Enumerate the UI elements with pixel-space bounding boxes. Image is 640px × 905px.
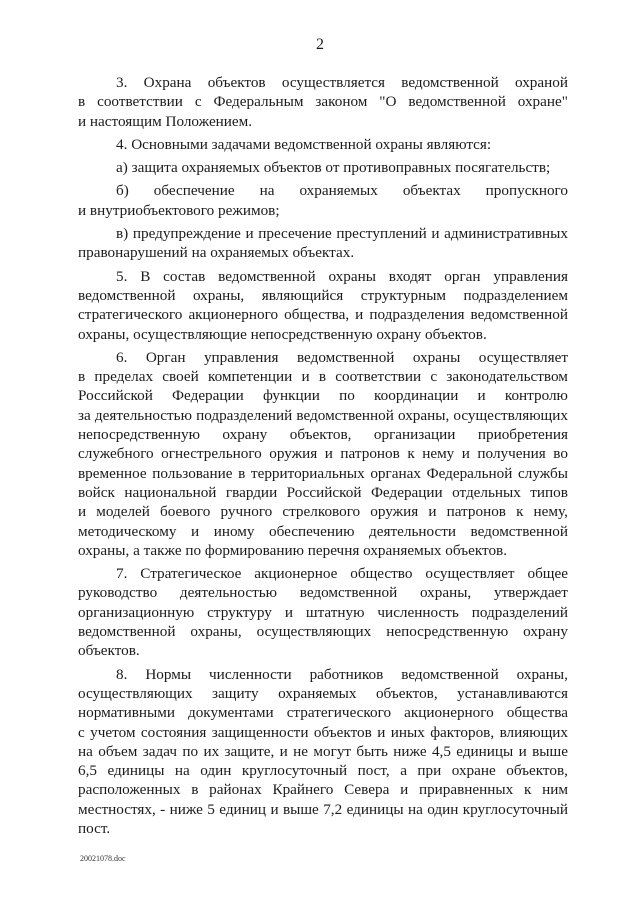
text-line: временное пользование в территориальных органах Федеральной службы: [78, 464, 568, 482]
text-line: и внутриобъектового режимов;: [78, 201, 280, 219]
text-line: объектов.: [78, 642, 140, 660]
paragraph-p3: [78, 73, 568, 131]
text-line: в соответствии с Федеральным законом "О ведомственной охране": [78, 93, 568, 111]
text-line: организационную структуру и штатную численность подразделений: [78, 603, 568, 621]
text-line: Российской Федерации функции по координации и контролю: [78, 387, 568, 405]
text-line: за деятельностью подразделений ведомственной охраны, осуществляющих: [78, 406, 568, 424]
paragraph-p5: [78, 267, 568, 344]
text-line: охраны, осуществляющие непосредственную охрану объектов.: [78, 325, 487, 343]
text-line: и настоящим Положением.: [78, 112, 253, 130]
text-line: 4. Основными задачами ведомственной охраны являются:: [116, 135, 492, 153]
page-number: 2: [316, 36, 324, 53]
paragraph-p4: [78, 135, 568, 154]
document-body: [78, 73, 568, 838]
paragraph-p4a: [78, 158, 568, 177]
text-line: местностях, - ниже 5 единиц и выше 7,2 единицы на один круглосуточный: [78, 800, 568, 818]
text-line: войск национальной гвардии Российской Федерации отдельных типов: [78, 483, 568, 501]
paragraph-p4c: [78, 224, 568, 263]
text-line: в) предупреждение и пресечение преступлений и административных: [116, 225, 568, 243]
text-line: 6. Орган управления ведомственной охраны осуществляет: [116, 348, 568, 366]
text-line: правонарушений на охраняемых объектах.: [78, 244, 355, 262]
text-line: 3. Охрана объектов осуществляется ведомственной охраной: [116, 74, 568, 91]
text-line: 5. В состав ведомственной охраны входят орган управления: [116, 267, 568, 285]
text-line: ведомственной охраны, осуществляющих непосредственную охрану: [78, 623, 568, 641]
text-line: пост.: [78, 819, 111, 837]
text-line: на объем задач по их защите, и не могут быть ниже 4,5 единицы и выше: [78, 742, 568, 760]
text-line: б) обеспечение на охраняемых объектах пропускного: [116, 182, 568, 200]
text-line: а) защита охраняемых объектов от противоправных посягательств;: [116, 159, 551, 177]
paragraph-p6: [78, 348, 568, 560]
text-line: 7. Стратегическое акционерное общество осуществляет общее: [116, 565, 568, 583]
text-line: непосредственную охрану объектов, организации приобретения: [78, 426, 568, 444]
text-line: стратегического акционерного общества, и подразделения ведомственной: [78, 306, 568, 324]
text-line: и моделей боевого ручного стрелкового оружия и патронов к нему,: [78, 503, 568, 521]
paragraph-p8: [78, 665, 568, 839]
text-line: охраны, а также по формированию перечня охраняемых объектов.: [78, 541, 508, 559]
text-line: в пределах своей компетенции и в соответствии с законодательством: [78, 368, 568, 386]
paragraph-p4b: [78, 181, 568, 220]
text-line: методическому и иному обеспечению деятельности ведомственной: [78, 522, 568, 540]
text-line: расположенных в районах Крайнего Севера и приравненных к ним: [78, 781, 568, 799]
text-line: руководство деятельностью ведомственной охраны, утверждает: [78, 584, 568, 602]
text-line: ведомственной охраны, являющийся структурным подразделением: [78, 286, 568, 304]
text-line: осуществляющих защиту охраняемых объектов, устанавливаются: [78, 684, 568, 702]
paragraph-p7: [78, 564, 568, 660]
text-line: 8. Нормы численности работников ведомственной охраны,: [116, 665, 568, 683]
text-line: 6,5 единицы на один круглосуточный пост, а при охране объектов,: [78, 762, 568, 780]
text-line: с учетом состояния защищенности объектов и иных факторов, влияющих: [78, 723, 568, 741]
text-line: нормативными документами стратегического акционерного общества: [78, 704, 568, 722]
footer-file-code: 20021078.doc: [80, 854, 126, 863]
text-line: служебного огнестрельного оружия и патронов к нему и получения во: [78, 445, 568, 463]
